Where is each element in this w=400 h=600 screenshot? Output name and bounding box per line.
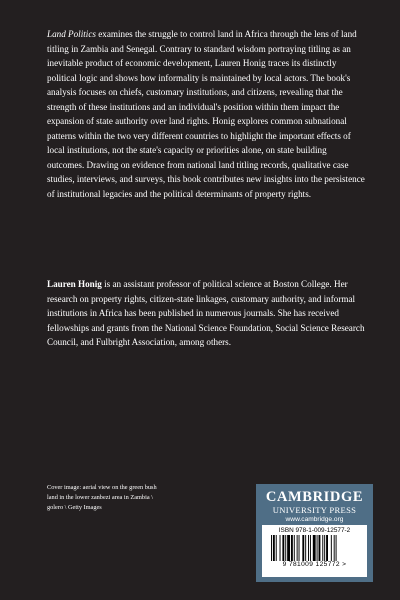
credit-line-3: golero \ Getty Images — [47, 504, 102, 512]
author-bio — [47, 277, 365, 350]
cover-image-credit — [47, 483, 217, 514]
isbn-label: ISBN 978-1-009-12577-2 — [278, 527, 351, 534]
publisher-name: CAMBRIDGE — [265, 489, 364, 505]
publisher-url: www.cambridge.org — [285, 516, 344, 523]
book-description — [47, 27, 365, 202]
isbn-barcode — [262, 525, 367, 577]
barcode-digits: 9 781009 125772 > — [282, 561, 347, 568]
barcode-icon — [269, 535, 361, 561]
book-title: Land Politics — [47, 29, 96, 39]
credit-line-2: land in the lower zanbezi area in Zambia \ — [47, 494, 153, 502]
publisher-subname: UNIVERSITY PRESS — [272, 505, 357, 515]
description-text: examines the struggle to control land in Africa through the lens of land titling in Zambia and Senegal. Contrary to standard wisdom portraying titling as an inevitable product of economic development, Lauren Honig traces its distinctly political logic and shows how informality is maintained by local actors. The book's analysis focuses on chiefs, customary institutions, and citizens, revealing that the strength of these institutions and an individual's position within them impact the expansion of state authority over land rights. Honig explores common subnational patterns within the two very different countries to highlight the important effects of local institutions, not the state's capacity or priorities alone, on state building outcomes. Drawing on evidence from national land titling records, qualitative case studies, interviews, and surveys, this book contributes new insights into the persistence of institutional legacies and the political determinants of property rights. — [47, 29, 365, 200]
credit-line-1: Cover image: aerial view on the green bush — [47, 484, 157, 491]
bio-text: is an assistant professor of political science at Boston College. Her research on property rights, citizen-state linkages, customary authority, and informal institutions in Africa has been published in numerous journals. She has received fellowships and grants from the National Science Foundation, Social Science Research Council, and Fulbright Association, among others. — [47, 279, 365, 348]
author-name: Lauren Honig — [47, 279, 102, 289]
